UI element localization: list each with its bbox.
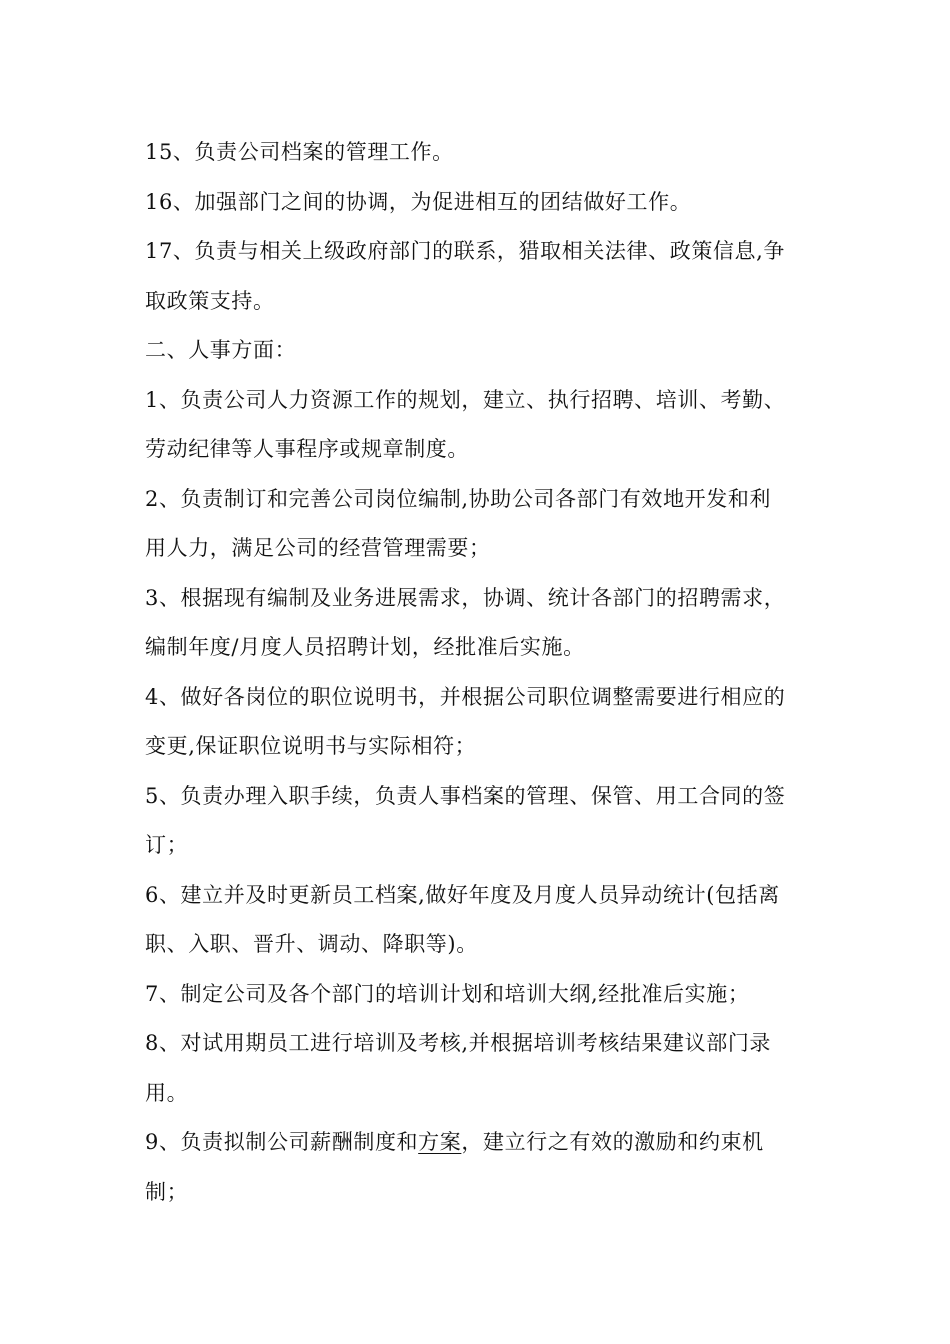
document-body: [145, 128, 820, 1217]
section-heading-personnel: 二、人事方面：: [145, 338, 297, 362]
text-line-3-cont: 编制年度/月度人员招聘计划，经批准后实施。: [145, 635, 585, 659]
text-line-4-cont: 变更,保证职位说明书与实际相符；: [145, 734, 477, 758]
text-line-9: [145, 1118, 820, 1168]
text-line-1: 1、负责公司人力资源工作的规划，建立、执行招聘、培训、考勤、: [145, 387, 786, 412]
text-line-17: 17、负责与相关上级政府部门的联系，猎取相关法律、政策信息,争: [145, 239, 785, 263]
text-line-9-after: ，建立行之有效的激励和约束机: [461, 1130, 764, 1154]
text-line-2: 2、负责制订和完善公司岗位编制,协助公司各部门有效地开发和利: [145, 486, 772, 511]
text-line-3: 3、根据现有编制及业务进展需求，协调、统计各部门的招聘需求，: [145, 585, 786, 610]
text-line-9-underlined: 方案: [418, 1130, 462, 1154]
text-line-16: 16、加强部门之间的协调，为促进相互的团结做好工作。: [145, 189, 692, 214]
text-line-17-cont: 取政策支持。: [145, 288, 275, 313]
text-line-8-cont: 用。: [145, 1080, 189, 1105]
text-line-7: 7、制定公司及各个部门的培训计划和培训大纲,经批准后实施；: [145, 981, 750, 1006]
text-line-5: 5、负责办理入职手续，负责人事档案的管理、保管、用工合同的签: [145, 783, 786, 808]
text-line-8: 8、对试用期员工进行培训及考核,并根据培训考核结果建议部门录: [145, 1031, 772, 1055]
text-line-4: 4、做好各岗位的职位说明书，并根据公司职位调整需要进行相应的: [145, 684, 786, 709]
text-line-6: 6、建立并及时更新员工档案,做好年度及月度人员异动统计(包括离: [145, 882, 780, 907]
text-line-1-cont: 劳动纪律等人事程序或规章制度。: [145, 437, 469, 461]
text-line-9-before: 9、负责拟制公司薪酬制度和: [145, 1130, 419, 1154]
text-line-6-cont: 职、入职、晋升、调动、降职等)。: [145, 932, 478, 956]
text-line-5-cont: 订；: [145, 833, 189, 857]
text-line-2-cont: 用人力，满足公司的经营管理需要；: [145, 536, 491, 560]
text-line-15: 15、负责公司档案的管理工作。: [145, 140, 454, 164]
text-line-9-cont: 制；: [145, 1179, 189, 1204]
